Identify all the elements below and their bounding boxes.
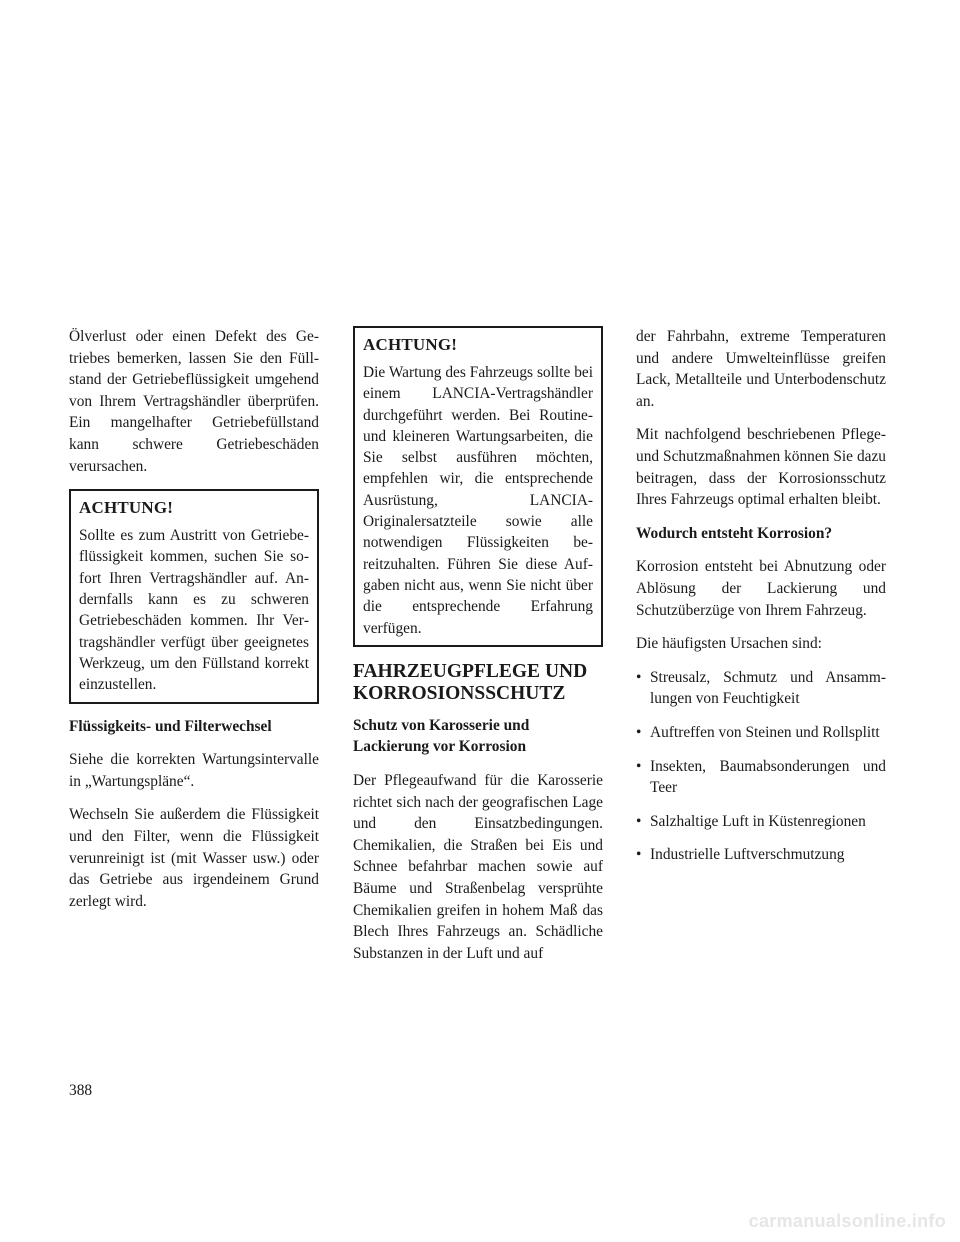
warning-title: ACHTUNG! bbox=[79, 498, 174, 518]
paragraph-service-intervals: Siehe die korrekten Wartungsintervalle in „Wartungspläne“. bbox=[69, 751, 319, 790]
list-item: • Insekten, Baumabsonderungen und Teer bbox=[636, 757, 886, 797]
warning-text: Sollte es zum Austritt von Getriebeflüssigkeit kommen, suchen Sie sofort Ihren Vertragshändler auf. Andernfalls kann es zu schweren Getriebeschäden kommen. Ihr Vertragshändler verfügt über geeignetes Werkzeug, um den Füllstand korrekt einzustellen. bbox=[79, 527, 309, 694]
paragraph-change-fluid-filter: Wechseln Sie außerdem die Flüssigkeit und den Filter, wenn die Flüssigkeit verunreinigt ist (mit Wasser usw.) oder das Getriebe aus irgendeinem Grund zerlegt wird. bbox=[69, 806, 319, 910]
section-heading-vehicle-care: FAHRZEUGPFLEGE UND KORROSIONSSCHUTZ bbox=[353, 660, 588, 704]
warning-box-fluid-leak bbox=[69, 489, 319, 703]
watermark-text: carmanualsonline.info bbox=[748, 1211, 946, 1231]
warning-text: Die Wartung des Fahrzeugs sollte bei einem LANCIA-Vertragshändler durchgeführt werden. Bei Routine- und kleineren Wartungsarbeiten, die Sie selbst ausführen möchten, empfehlen wir, die entsprechende Ausrüstung, LANCIA-Originalersatzteile sowie alle notwendigen Flüssigkeiten bereitzuhalten. Führen Sie diese Aufgaben nicht aus, wenn Sie nicht über die entsprechende Erfahrung verfügen. bbox=[363, 364, 593, 637]
bullet-icon: • bbox=[636, 668, 642, 686]
subheading-corrosion-cause: Wodurch entsteht Korrosion? bbox=[636, 524, 833, 542]
bullet-icon: • bbox=[636, 757, 642, 775]
paragraph-environment-effects: der Fahrbahn, extreme Temperaturen und andere Umwelteinflüsse greifen Lack, Metallteile und Unterbodenschutz an. bbox=[636, 328, 886, 410]
text-column-right bbox=[636, 326, 886, 878]
warning-box-maintenance bbox=[353, 326, 603, 647]
list-item: • Streusalz, Schmutz und Ansammlungen von Feuchtigkeit bbox=[636, 668, 886, 708]
list-item: • Salzhaltige Luft in Küstenregionen bbox=[636, 811, 886, 833]
subheading-body-paint-protection: Schutz von Karosserie und Lackierung vor Korrosion bbox=[353, 716, 530, 756]
paragraph-common-causes: Die häufigsten Ursachen sind: bbox=[636, 635, 822, 653]
paragraph-corrosion-definition: Korrosion entsteht bei Abnutzung oder Ablösung der Lackierung und Schutzüberzüge von Ihrem Fahrzeug. bbox=[636, 558, 886, 619]
bullet-icon: • bbox=[636, 846, 642, 864]
paragraph-fluid-loss: Ölverlust oder einen Defekt des Getriebes bemerken, lassen Sie den Füllstand der Getriebeflüssigkeit umgehend von Ihrem Vertragshändler überprüfen. Ein mangelhafter Getriebefüllstand kann schwere Getriebeschäden verursachen. bbox=[69, 328, 319, 475]
bullet-icon: • bbox=[636, 723, 642, 741]
subheading-fluid-filter-change: Flüssigkeits- und Filterwechsel bbox=[69, 717, 272, 735]
warning-title: ACHTUNG! bbox=[363, 335, 458, 354]
page-number: 388 bbox=[69, 1082, 93, 1099]
paragraph-care-effort: Der Pflegeaufwand für die Karosserie richtet sich nach der geografischen Lage und den Einsatzbedingungen. Chemikalien, die Straßen bei Eis und Schnee befahrbar machen sowie auf Bäume und Straßenbelag versprühte Chemikalien greifen in hohem Maß das Blech Ihres Fahrzeugs an. Schädliche Substanzen in der Luft und auf bbox=[353, 772, 603, 962]
bullet-icon: • bbox=[636, 812, 642, 830]
text-column-left bbox=[69, 326, 319, 924]
list-item: • Auftreffen von Steinen und Rollsplitt bbox=[636, 722, 886, 744]
text-column-middle bbox=[353, 326, 603, 976]
paragraph-care-measures: Mit nachfolgend beschriebenen Pflege- und Schutzmaßnahmen können Sie dazu beitragen, dass der Korrosionsschutz Ihres Fahrzeugs optimal erhalten bleibt. bbox=[636, 426, 886, 509]
list-item: • Industrielle Luftverschmutzung bbox=[636, 844, 886, 866]
causes-list bbox=[636, 667, 886, 866]
